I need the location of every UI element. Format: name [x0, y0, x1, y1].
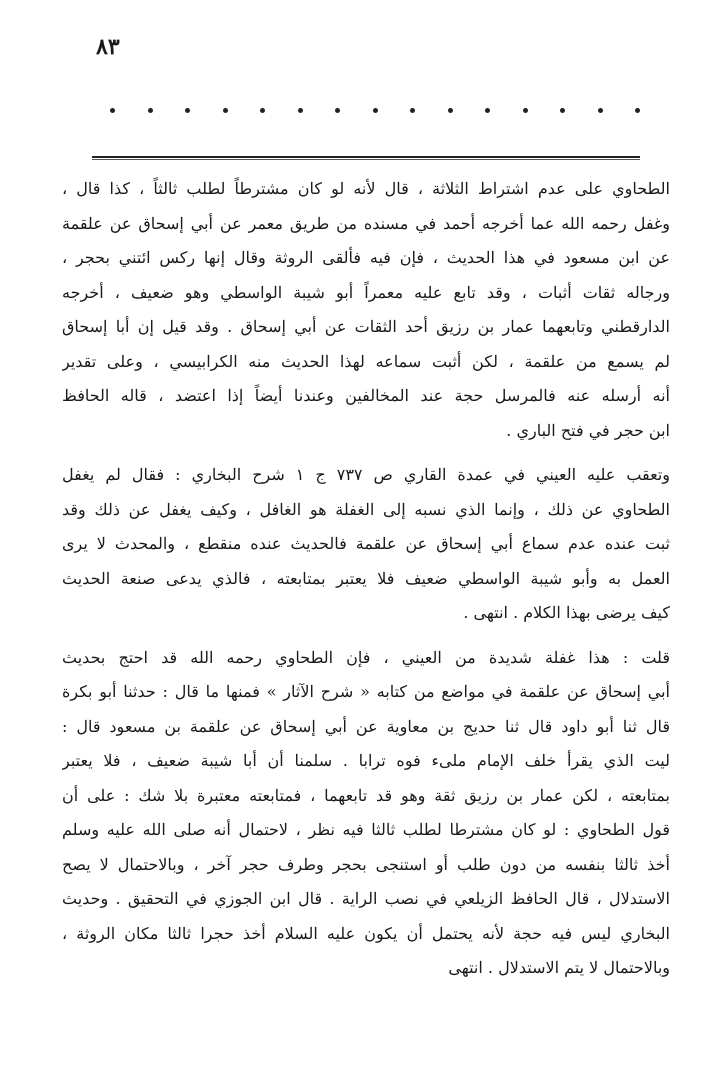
- ornament-dot: [223, 108, 228, 113]
- text-line: الاستدلال ، قال الحافظ الزيلعي في نصب الراية . قال ابن الجوزي في التحقيق . وحديث: [62, 889, 670, 908]
- text-line: قال ثنا أبو داود قال ثنا حديج بن معاوية عن أبي إسحاق عن علقمة بن مسعود قال :: [62, 716, 670, 736]
- ornament-dot: [298, 108, 303, 113]
- text-line: العمل به وأبو شيبة الواسطي ضعيف فلا يعتبر بمتابعته ، فالذي يدعى صنعة الحديث: [62, 568, 670, 588]
- text-line: ورجاله ثقات أثبات ، وقد تابع عليه معمراً أبو شيبة الواسطي وهو ضعيف ، أخرجه: [62, 282, 670, 302]
- header-rule: [92, 156, 640, 160]
- text-line: أخذ ثالثا بنفسه من دون طلب أو استنجى بحجر وطرف حجر آخر ، وبالاحتمال لا يصح: [62, 854, 670, 874]
- text-line: الدارقطني وتابعهما عمار بن رزيق أحد الثقات عن أبي إسحاق . وقد قيل إن أبا إسحاق: [62, 317, 670, 336]
- text-line: وغفل رحمه الله عما أخرجه أحمد في مسنده من طريق معمر عن أبي إسحاق عن علقمة: [62, 213, 670, 233]
- text-line: وبالاحتمال لا يتم الاستدلال . انتهى: [448, 958, 670, 977]
- ornament-dot: [335, 108, 340, 113]
- text-line: قلت : هذا غفلة شديدة من العيني ، فإن الطحاوي رحمه الله قد احتج بحديث: [62, 647, 670, 667]
- ornament-dot: [560, 108, 565, 113]
- paragraph-gap: [62, 448, 670, 458]
- paragraph-2: [62, 458, 670, 631]
- text-line: ابن حجر في فتح الباري .: [506, 420, 670, 440]
- ornament-dot: [448, 108, 453, 113]
- text-line: كيف يرضى بهذا الكلام . انتهى .: [463, 603, 670, 622]
- text-line: البخاري ليس فيه حجة لأنه يحتمل أن يكون عليه السلام أخذ حجرا ثالثا مكان الروثة ،: [62, 923, 670, 943]
- paragraph-3: [62, 641, 670, 986]
- ornament-dot: [110, 108, 115, 113]
- ornament-dot: [410, 108, 415, 113]
- text-line: بمتابعته ، لكن عمار بن رزيق ثقة وهو قد تابعهما ، فمتابعته معتبرة بلا شك : على أن: [62, 785, 670, 805]
- ornament-dot: [523, 108, 528, 113]
- ornament-dot: [373, 108, 378, 113]
- main-text: [62, 172, 670, 986]
- text-line: قول الطحاوي : لو كان مشترطا لطلب ثالثا فيه نظر ، لاحتمال أنه صلى الله عليه وسلم: [62, 820, 670, 839]
- text-line: لم يسمع من علقمة ، لكن أثبت سماعه لهذا الحديث منه الكرابيسي ، وعلى تقدير: [62, 351, 670, 371]
- text-line: ثبت عنده عدم سماع أبي إسحاق عن علقمة فالحديث عنده منقطع ، والمحدث لا يرى: [62, 534, 670, 553]
- text-line: وتعقب عليه العيني في عمدة القاري ص ٧٣٧ ج ١ شرح البخاري : فقال لم يغفل: [62, 465, 670, 484]
- ornament-dot: [148, 108, 153, 113]
- ornament-dot: [185, 108, 190, 113]
- ornamental-dots-divider: [110, 100, 640, 120]
- text-line: عن ابن مسعود في هذا الحديث ، فإن فيه فألقى الروثة وقال إنها ركس ائتني بحجر ،: [62, 248, 670, 267]
- ornament-dot: [598, 108, 603, 113]
- text-line: أنه أرسله عنه فالمرسل حجة عند المخالفين وعندنا أيضاً إذا اعتضد ، قاله الحافظ: [62, 386, 670, 405]
- text-line: ليت الذي يقرأ خلف الإمام ملىء فوه ترابا . سلمنا أن أبا شيبة ضعيف ، فلا يعتبر: [62, 751, 670, 770]
- text-line: أبي إسحاق عن علقمة في مواضع من كتابه « شرح الآثار » فمنها ما قال : حدثنا أبو بكرة: [62, 682, 670, 701]
- page-number: ٨٣: [96, 34, 120, 60]
- text-line: الطحاوي عن ذلك ، وإنما الذي نسبه إلى الغفلة هو الغافل ، وكيف يغفل عن ذلك وقد: [62, 499, 670, 519]
- ornament-dot: [635, 108, 640, 113]
- paragraph-1: [62, 172, 670, 448]
- text-line: الطحاوي على عدم اشتراط الثلاثة ، قال لأنه لو كان مشترطاً لطلب ثالثاً ، كذا قال ،: [62, 179, 670, 198]
- paragraph-gap: [62, 631, 670, 641]
- ornament-dot: [485, 108, 490, 113]
- ornament-dot: [260, 108, 265, 113]
